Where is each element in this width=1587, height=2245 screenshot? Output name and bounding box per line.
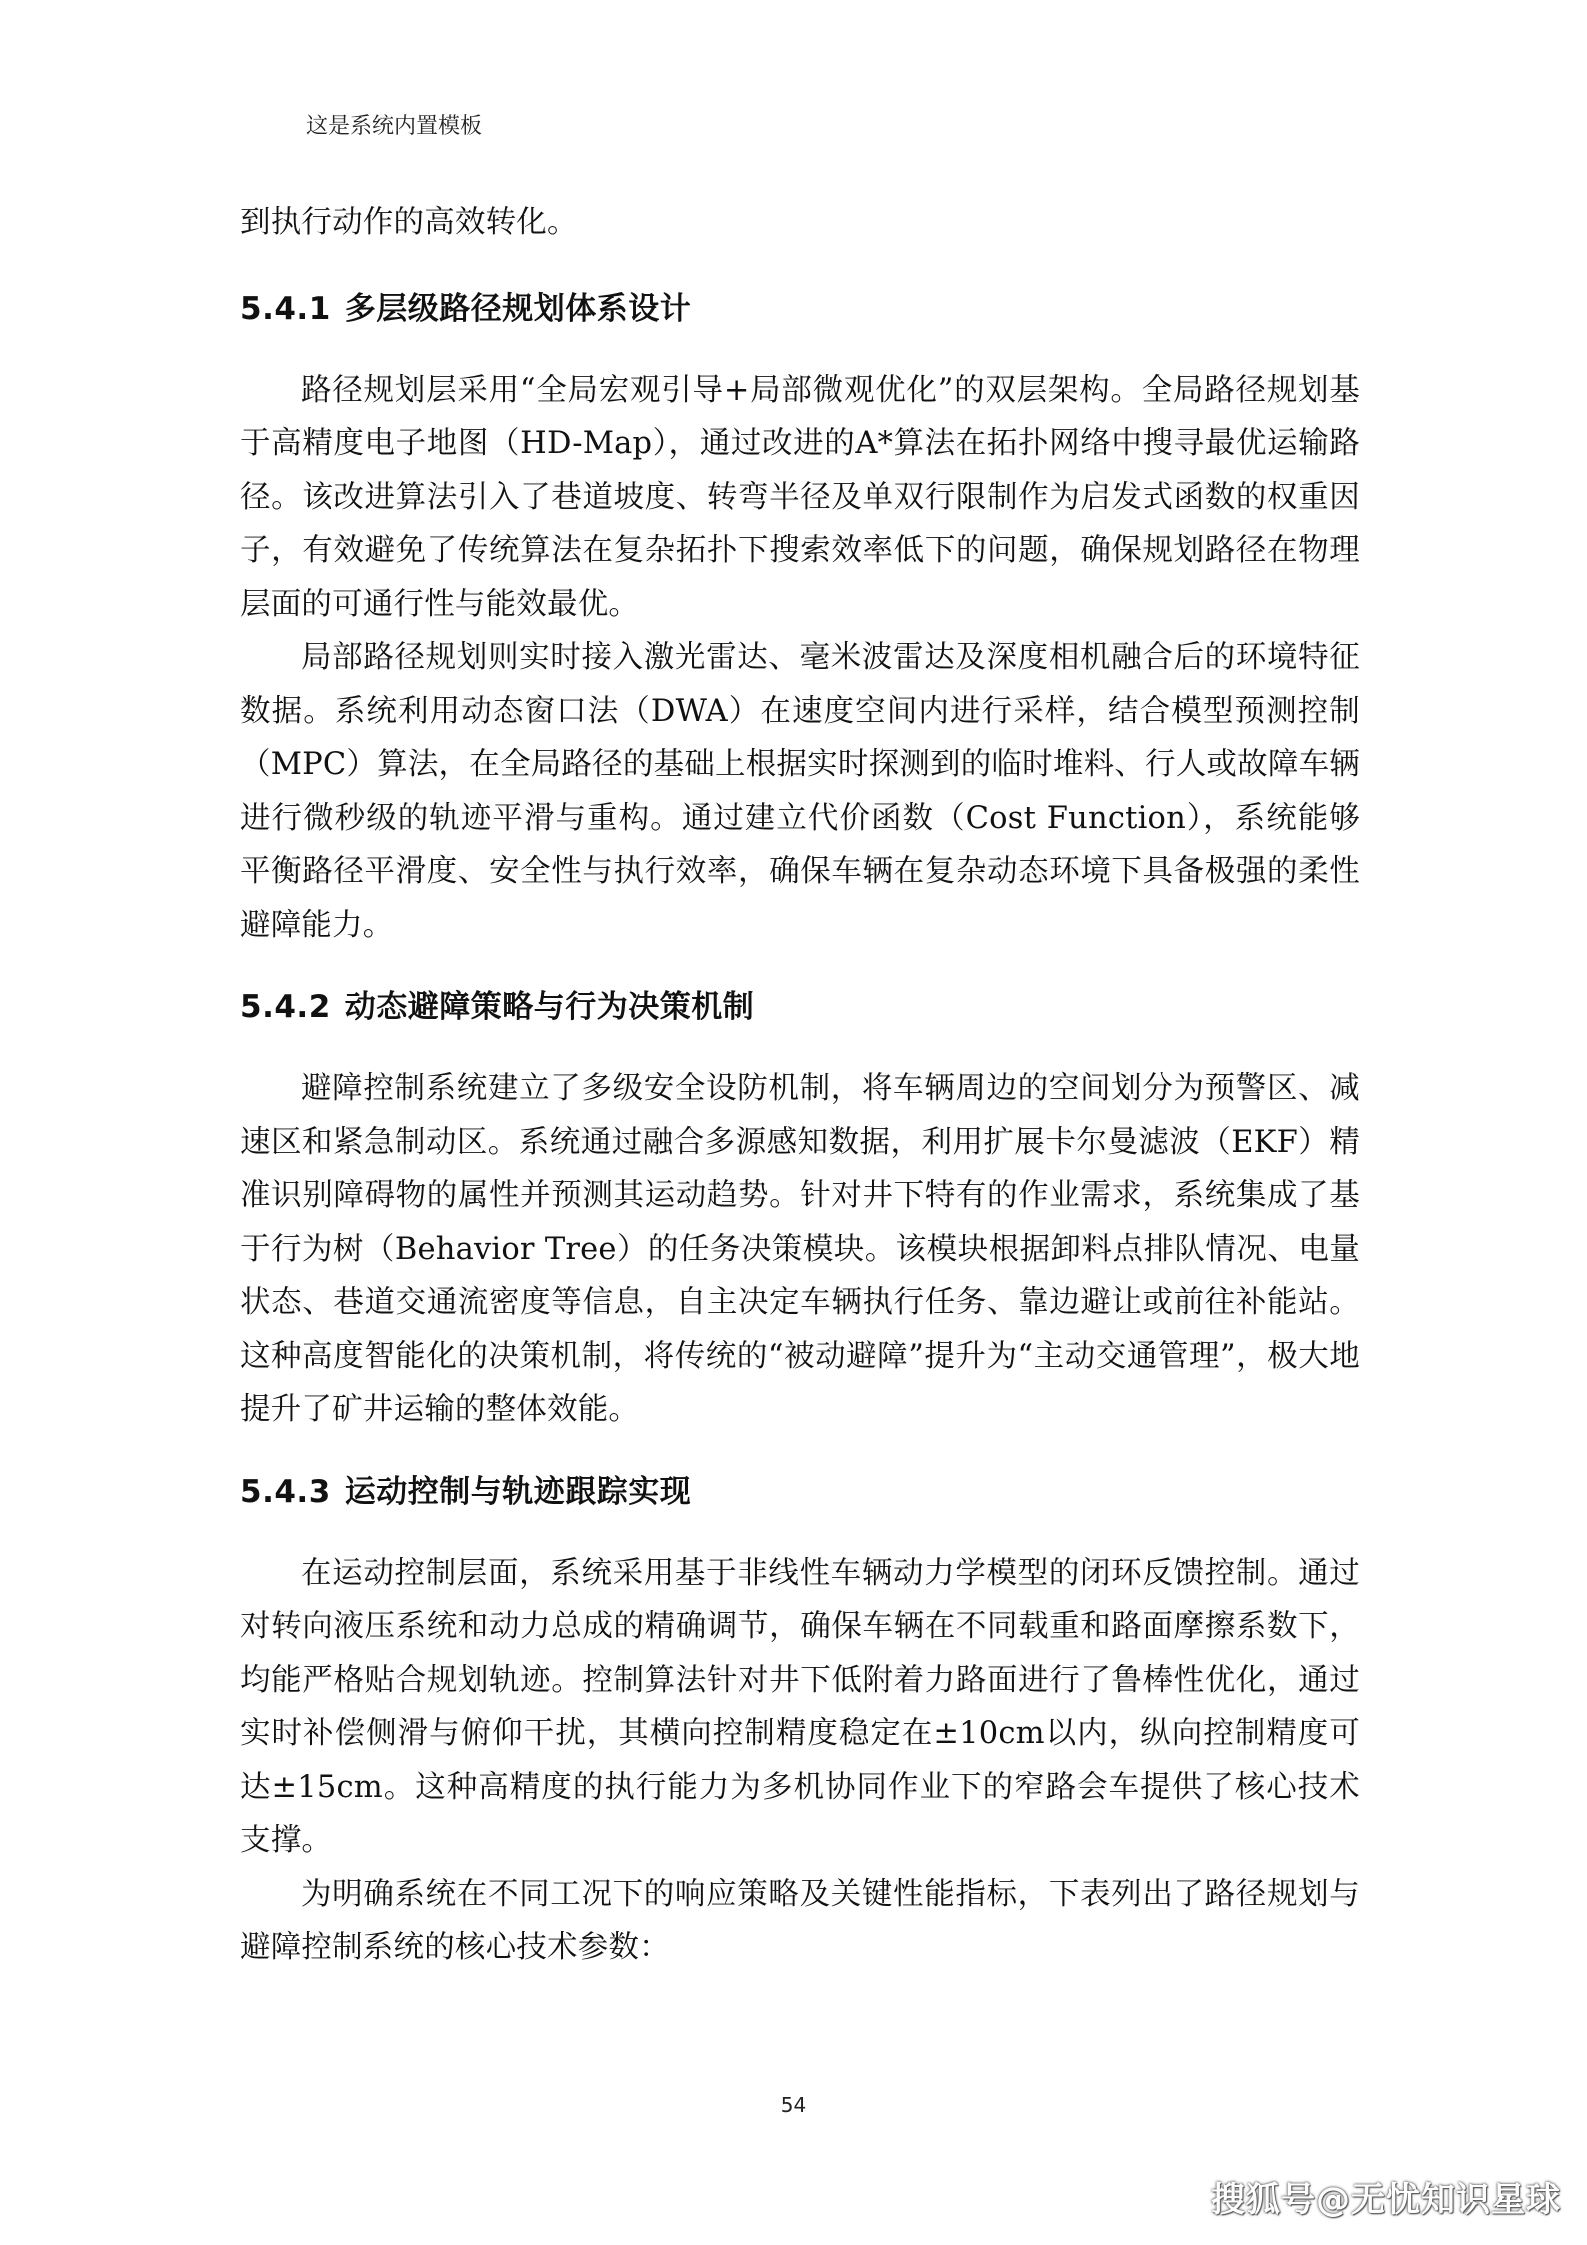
watermark: 搜狐号@无忧知识星球 [1211,2180,1561,2220]
section-541-paragraph-1: 路径规划层采用“全局宏观引导+局部微观优化”的双层架构。全局路径规划基于高精度电子地图（HD-Map），通过改进的A*算法在拓扑网络中搜寻最优运输路径。该改进算法引入了巷道坡度、转弯半径及单双行限制作为启发式函数的权重因子，有效避免了传统算法在复杂拓扑下搜索效率低下的问题，确保规划路径在物理层面的可通行性与能效最优。 [240,372,1360,622]
section-543-paragraph-1: 在运动控制层面，系统采用基于非线性车辆动力学模型的闭环反馈控制。通过对转向液压系统和动力总成的精确调节，确保车辆在不同载重和路面摩擦系数下，均能严格贴合规划轨迹。控制算法针对井下低附着力路面进行了鲁棒性优化，通过实时补偿侧滑与俯仰干扰，其横向控制精度稳定在±10cm以内，纵向控制精度可达±15cm。这种高精度的执行能力为多机协同作业下的窄路会车提供了核心技术支撑。 [240,1555,1360,1858]
section-542-paragraph-1: 避障控制系统建立了多级安全设防机制，将车辆周边的空间划分为预警区、减速区和紧急制动区。系统通过融合多源感知数据，利用扩展卡尔曼滤波（EKF）精准识别障碍物的属性并预测其运动趋势。针对井下特有的作业需求，系统集成了基于行为树（Behavior Tree）的任务决策模块。该模块根据卸料点排队情况、电量状态、巷道交通流密度等信息，自主决定车辆执行任务、靠边避让或前往补能站。这种高度智能化的决策机制，将传统的“被动避障”提升为“主动交通管理”，极大地提升了矿井运输的整体效能。 [240,1071,1360,1427]
page-content [240,196,1360,1975]
section-543-paragraph-2: 为明确系统在不同工况下的响应策略及关键性能指标，下表列出了路径规划与避障控制系统的核心技术参数： [240,1876,1360,1965]
section-543-title: 运动控制与轨迹跟踪实现 [344,1473,692,1510]
section-541-heading [240,286,1360,332]
section-541-number: 5.4.1 [240,290,331,327]
section-541-paragraph-2: 局部路径规划则实时接入激光雷达、毫米波雷达及深度相机融合后的环境特征数据。系统利用动态窗口法（DWA）在速度空间内进行采样，结合模型预测控制（MPC）算法，在全局路径的基础上根据实时探测到的临时堆料、行人或故障车辆进行微秒级的轨迹平滑与重构。通过建立代价函数（Cost Function），系统能够平衡路径平滑度、安全性与执行效率，确保车辆在复杂动态环境下具备极强的柔性避障能力。 [240,640,1360,943]
section-542-number: 5.4.2 [240,989,331,1025]
section-543-number: 5.4.3 [240,1473,331,1510]
intro-line: 到执行动作的高效转化。 [240,205,578,240]
running-header: 这是系统内置模板 [306,114,483,139]
page-number: 54 [780,2093,807,2117]
section-541-title: 多层级路径规划体系设计 [344,290,692,327]
section-542-heading [240,984,1360,1030]
section-543-heading [240,1469,1360,1515]
section-542-title: 动态避障策略与行为决策机制 [344,989,755,1025]
